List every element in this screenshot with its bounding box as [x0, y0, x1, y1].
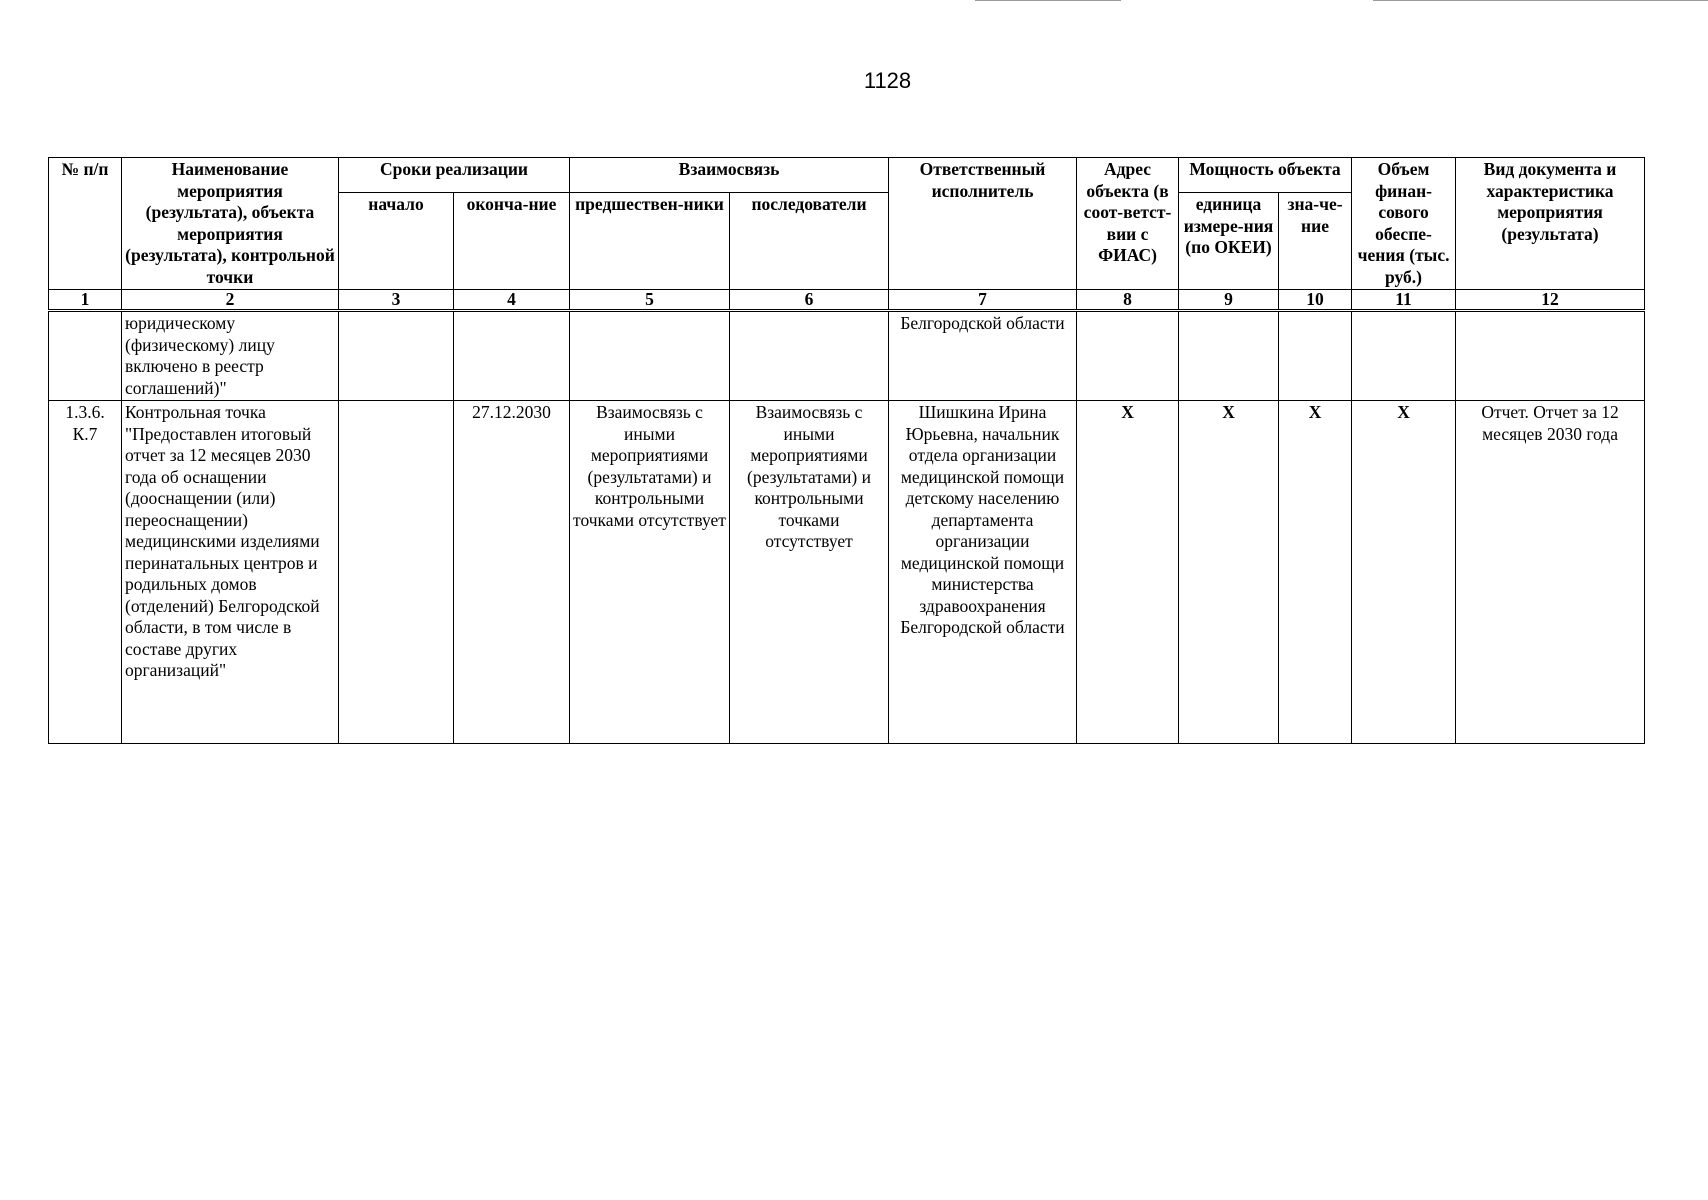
header-col-unit: единица измере-ния (по ОКЕИ)	[1179, 193, 1279, 290]
cell-successors	[730, 311, 889, 401]
scan-artifact-line	[975, 0, 1121, 1]
page-number: 1128	[863, 68, 912, 93]
cell-start	[339, 401, 454, 744]
cell-funding	[1352, 311, 1456, 401]
cell-document	[1456, 311, 1645, 401]
cell-funding: Х	[1352, 401, 1456, 744]
header-col-number: № п/п	[49, 158, 122, 290]
header-col-predecessors: предшествен-ники	[570, 193, 730, 290]
column-number: 7	[889, 290, 1077, 311]
cell-responsible: Шишкина Ирина Юрьевна, начальник отдела организации медицинской помощи детскому населению департамента организации медицинской помощи министерства здравоохранения Белгородской области	[889, 401, 1077, 744]
header-col-successors: последователи	[730, 193, 889, 290]
cell-predecessors	[570, 311, 730, 401]
cell-value: Х	[1279, 401, 1352, 744]
header-col-start: начало	[339, 193, 454, 290]
column-number: 11	[1352, 290, 1456, 311]
header-group-capacity: Мощность объекта	[1179, 158, 1352, 193]
cell-end	[454, 311, 570, 401]
header-col-address: Адрес объекта (в соот-ветст-вии с ФИАС)	[1077, 158, 1179, 290]
scan-artifact-line	[1373, 0, 1708, 1]
cell-end: 27.12.2030	[454, 401, 570, 744]
cell-successors: Взаимосвязь с иными мероприятиями (результатами) и контрольными точками отсутствует	[730, 401, 889, 744]
cell-unit	[1179, 311, 1279, 401]
header-col-responsible: Ответственный исполнитель	[889, 158, 1077, 290]
column-number: 1	[49, 290, 122, 311]
table-row	[49, 401, 1645, 744]
cell-address: Х	[1077, 401, 1179, 744]
cell-number: 1.3.6. К.7	[49, 401, 122, 744]
header-col-end: оконча-ние	[454, 193, 570, 290]
column-number: 4	[454, 290, 570, 311]
cell-start	[339, 311, 454, 401]
header-col-name: Наименование мероприятия (результата), объекта мероприятия (результата), контрольной точки	[122, 158, 339, 290]
cell-name: юридическому (физическому) лицу включено в реестр соглашений)"	[122, 311, 339, 401]
column-number: 12	[1456, 290, 1645, 311]
column-number: 5	[570, 290, 730, 311]
table-row	[49, 311, 1645, 401]
cell-predecessors: Взаимосвязь с иными мероприятиями (результатами) и контрольными точками отсутствует	[570, 401, 730, 744]
implementation-plan-table	[48, 157, 1645, 744]
header-row-top	[49, 158, 1645, 193]
header-group-terms: Сроки реализации	[339, 158, 570, 193]
cell-name: Контрольная точка "Предоставлен итоговый отчет за 12 месяцев 2030 года об оснащении (дооснащении (или) переоснащении) медицинскими изделиями перинатальных центров и родильных домов (отделений) Белгородской области, в том числе в составе других организаций"	[122, 401, 339, 744]
column-number: 8	[1077, 290, 1179, 311]
header-col-document: Вид документа и характеристика мероприятия (результата)	[1456, 158, 1645, 290]
cell-unit: Х	[1179, 401, 1279, 744]
column-number: 2	[122, 290, 339, 311]
cell-responsible: Белгородской области	[889, 311, 1077, 401]
column-number: 3	[339, 290, 454, 311]
column-number: 9	[1179, 290, 1279, 311]
column-number: 10	[1279, 290, 1352, 311]
cell-address	[1077, 311, 1179, 401]
cell-value	[1279, 311, 1352, 401]
header-col-funding: Объем финан-сового обеспе-чения (тыс. руб.)	[1352, 158, 1456, 290]
column-number: 6	[730, 290, 889, 311]
cell-number	[49, 311, 122, 401]
header-col-value: зна-че-ние	[1279, 193, 1352, 290]
column-number-row	[49, 290, 1645, 311]
cell-document: Отчет. Отчет за 12 месяцев 2030 года	[1456, 401, 1645, 744]
header-group-links: Взаимосвязь	[570, 158, 889, 193]
